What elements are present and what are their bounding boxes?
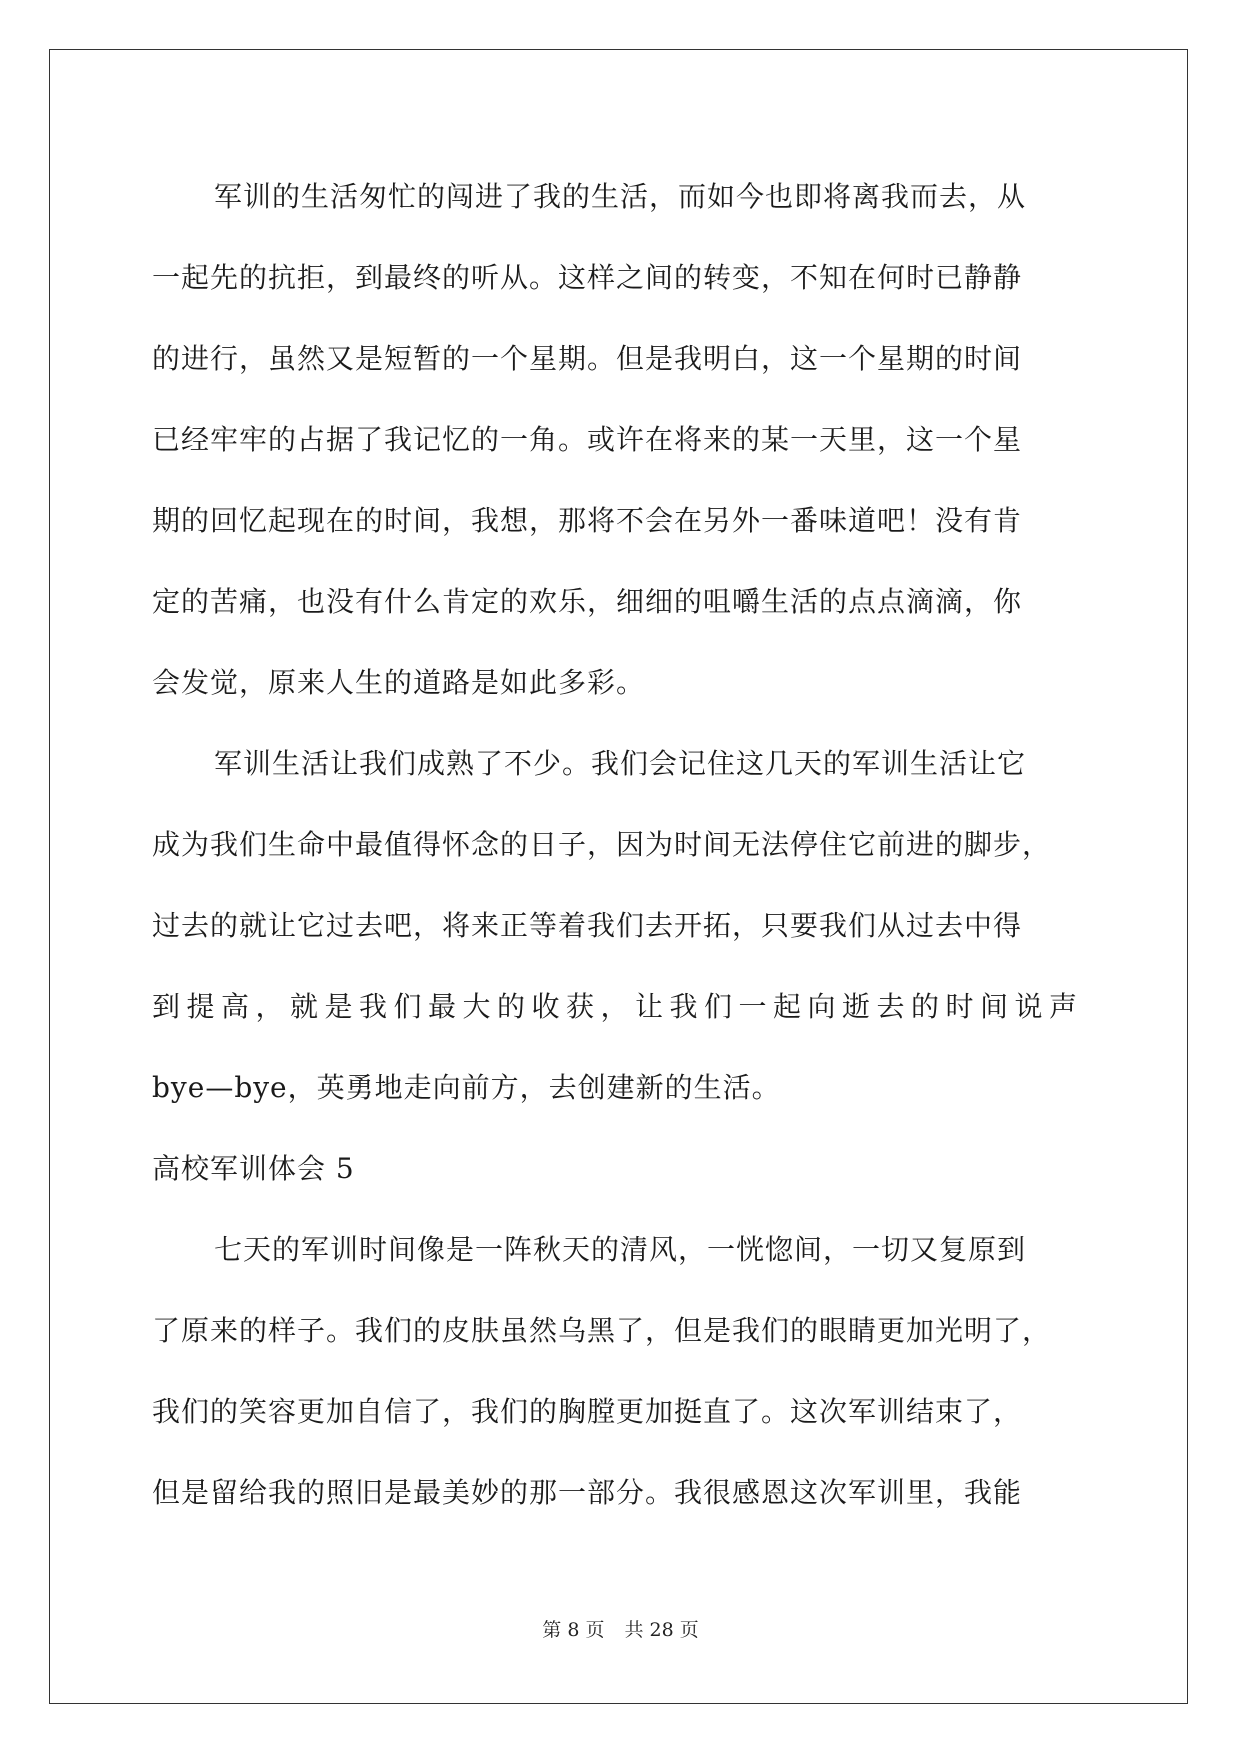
- text-line: 但是留给我的照旧是最美妙的那一部分。我很感恩这次军训里，我能: [152, 1476, 1023, 1509]
- text-line: bye—bye，英勇地走向前方，去创建新的生活。: [152, 1071, 781, 1104]
- text-line: 会发觉，原来人生的道路是如此多彩。: [152, 666, 646, 699]
- paragraph-3: [152, 1209, 1087, 1533]
- text-line: 军训的生活匆忙的闯进了我的生活，而如今也即将离我而去，从: [214, 180, 1027, 213]
- page-number: 第 8 页: [542, 1619, 605, 1641]
- page-footer: [0, 1615, 1241, 1642]
- document-body: [152, 156, 1087, 1533]
- text-line: 定的苦痛，也没有什么肯定的欢乐，细细的咀嚼生活的点点滴滴，你: [152, 585, 1023, 618]
- paragraph-1: [152, 156, 1087, 723]
- text-line: 一起先的抗拒，到最终的听从。这样之间的转变，不知在何时已静静: [152, 261, 1023, 294]
- text-line: 到提高，就是我们最大的收获，让我们一起向逝去的时间说声: [152, 990, 1084, 1023]
- text-line: 了原来的样子。我们的皮肤虽然乌黑了，但是我们的眼睛更加光明了，: [152, 1314, 1052, 1347]
- text-line: 成为我们生命中最值得怀念的日子，因为时间无法停住它前进的脚步，: [152, 828, 1052, 861]
- text-line: 已经牢牢的占据了我记忆的一角。或许在将来的某一天里，这一个星: [152, 423, 1023, 456]
- text-line: 军训生活让我们成熟了不少。我们会记住这几天的军训生活让它: [214, 747, 1027, 780]
- text-line: 过去的就让它过去吧，将来正等着我们去开拓，只要我们从过去中得: [152, 909, 1023, 942]
- page-total: 共 28 页: [624, 1619, 699, 1641]
- text-line: 七天的军训时间像是一阵秋天的清风，一恍惚间，一切又复原到: [214, 1233, 1027, 1266]
- text-line: 我们的笑容更加自信了，我们的胸膛更加挺直了。这次军训结束了，: [152, 1395, 1023, 1428]
- section-heading: 高校军训体会 5: [152, 1152, 355, 1185]
- paragraph-2: [152, 723, 1087, 1128]
- text-line: 的进行，虽然又是短暂的一个星期。但是我明白，这一个星期的时间: [152, 342, 1023, 375]
- text-line: 期的回忆起现在的时间，我想，那将不会在另外一番味道吧！没有肯: [152, 504, 1023, 537]
